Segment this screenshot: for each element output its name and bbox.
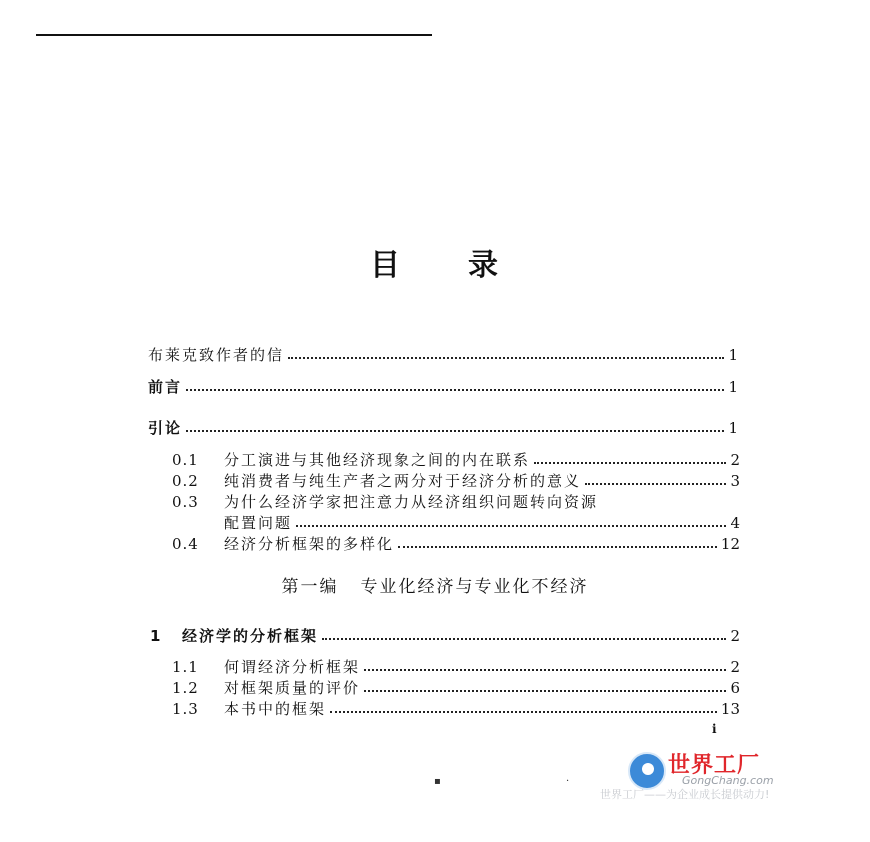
title-char-1: 目 xyxy=(370,248,402,283)
leader-dots xyxy=(364,690,726,692)
toc-entry-title: 对框架质量的评价 xyxy=(224,679,361,697)
toc-entry-title: 为什么经济学家把注意力从经济组织问题转向资源 xyxy=(224,493,599,511)
toc-entry[interactable] xyxy=(172,678,740,698)
toc-entry[interactable] xyxy=(172,471,740,491)
leader-dots xyxy=(186,430,724,432)
toc-entry[interactable] xyxy=(148,345,738,365)
toc-entry[interactable] xyxy=(172,492,740,512)
toc-entry-number: 0.3 xyxy=(172,493,199,511)
toc-entry-title: 何谓经济分析框架 xyxy=(224,658,361,676)
part-title-text: 专业化经济与专业化不经济 xyxy=(360,577,589,597)
toc-entry[interactable] xyxy=(150,626,740,646)
toc-entry-page: 2 xyxy=(730,451,740,469)
header-rule xyxy=(36,34,102,36)
toc-entry[interactable] xyxy=(172,657,740,677)
toc-entry-title: 纯消费者与纯生产者之两分对于经济分析的意义 xyxy=(224,472,582,490)
toc-entry-title-continued: 配置问题 xyxy=(224,514,293,532)
toc-entry[interactable] xyxy=(172,534,740,554)
toc-entry-number: 1.1 xyxy=(172,658,199,676)
toc-entry-page: 4 xyxy=(730,514,740,532)
page-title xyxy=(0,240,870,284)
toc-entry-page: 12 xyxy=(720,535,740,553)
toc-entry-title: 经济分析框架的多样化 xyxy=(224,535,395,553)
leader-dots xyxy=(186,389,724,391)
toc-entry-title: 布莱克致作者的信 xyxy=(148,346,285,364)
toc-entry-page: 13 xyxy=(720,700,740,718)
toc-entry-title: 分工演进与其他经济现象之间的内在联系 xyxy=(224,451,531,469)
toc-entry-page: 3 xyxy=(730,472,740,490)
gear-icon xyxy=(628,752,666,790)
toc-entry-page: 1 xyxy=(728,346,738,364)
leader-dots xyxy=(585,483,726,485)
leader-dots xyxy=(534,462,726,464)
toc-entry[interactable] xyxy=(172,450,740,470)
toc-entry-continued[interactable] xyxy=(224,513,740,533)
header-rule xyxy=(348,34,432,36)
watermark-brand-cn: 世界工厂 xyxy=(668,753,761,778)
header-rule xyxy=(186,34,348,36)
part-label: 第一编 xyxy=(281,577,339,597)
leader-dots xyxy=(296,525,726,527)
leader-dots xyxy=(322,638,726,640)
watermark-slogan: 世界工厂——为企业成长提供动力! xyxy=(600,788,770,801)
toc-entry-page: 2 xyxy=(730,658,740,676)
toc-entry[interactable] xyxy=(148,418,738,438)
toc-entry-number: 0.4 xyxy=(172,535,199,553)
toc-entry[interactable] xyxy=(172,699,740,719)
toc-entry-number: 1 xyxy=(150,627,162,645)
toc-entry-page: 1 xyxy=(728,378,738,396)
toc-entry[interactable] xyxy=(148,377,738,397)
toc-entry-title: 引论 xyxy=(148,419,183,437)
leader-dots xyxy=(364,669,726,671)
toc-entry-number: 0.1 xyxy=(172,451,199,469)
leader-dots xyxy=(288,357,724,359)
toc-entry-title: 前言 xyxy=(148,378,183,396)
toc-entry-page: 6 xyxy=(730,679,740,697)
part-heading xyxy=(0,572,870,597)
scan-speck: · xyxy=(566,776,570,787)
leader-dots xyxy=(330,711,717,713)
page-number: i xyxy=(712,722,717,736)
toc-entry-number: 1.2 xyxy=(172,679,199,697)
toc-entry-number: 1.3 xyxy=(172,700,199,718)
watermark-brand-en: GongChang.com xyxy=(682,774,774,787)
toc-entry-page: 1 xyxy=(728,419,738,437)
header-rule xyxy=(102,34,186,36)
toc-entry-title: 经济学的分析框架 xyxy=(182,627,319,645)
toc-entry-title: 本书中的框架 xyxy=(224,700,327,718)
toc-entry-number: 0.2 xyxy=(172,472,199,490)
leader-dots xyxy=(398,546,717,548)
toc-entry-page: 2 xyxy=(730,627,740,645)
title-char-2: 录 xyxy=(468,248,500,283)
scan-speck: ▪ xyxy=(434,776,441,787)
